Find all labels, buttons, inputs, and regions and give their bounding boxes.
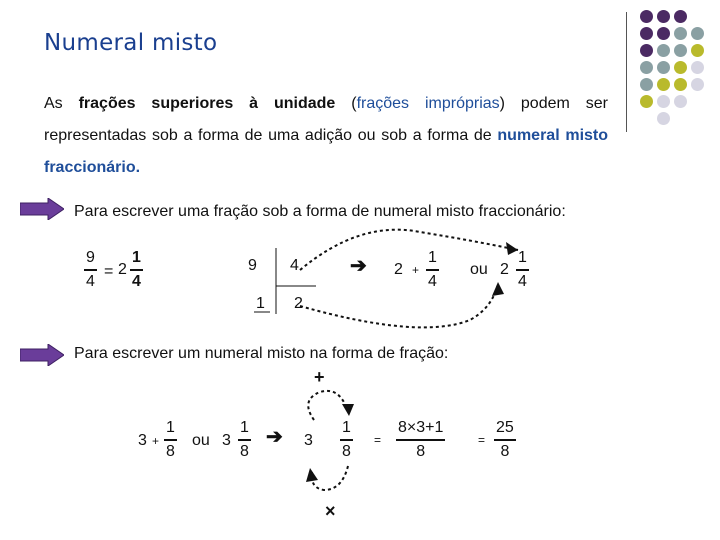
mixed-fraction-2: 1 8 [240, 419, 249, 460]
lhs-plus: + [152, 434, 160, 448]
sum-fraction: 1 4 [428, 249, 437, 290]
rhs-whole: 3 [304, 432, 313, 449]
fraction-9-4: 9 4 [86, 249, 95, 290]
plus-label: + [314, 367, 325, 387]
rhs-fraction: 1 8 [342, 419, 351, 460]
mixed-whole: 2 [500, 261, 509, 278]
right-arrow-icon: ➔ [266, 426, 283, 448]
lhs-whole: 3 [138, 432, 147, 449]
right-arrow-icon: ➔ [350, 255, 367, 277]
result-fraction: 25 8 [496, 419, 514, 460]
bullet-text-1: Para escrever uma fração sob a forma de numeral misto fraccionário: [74, 203, 566, 220]
equals-sign-1: = [374, 433, 382, 447]
page-title: Numeral misto [44, 30, 218, 56]
whole-number: 2 [118, 261, 127, 278]
fraction-1-4: 1 4 [132, 249, 141, 290]
intro-paragraph: As frações superiores à unidade (frações impróprias) podem ser representadas sob a forma de uma adição ou sob a forma de numeral misto fraccionário. [44, 95, 609, 176]
plus-sign: + [412, 263, 420, 277]
bullet-text-2: Para escrever um numeral misto na forma de fração: [74, 345, 449, 362]
lhs-fraction: 1 8 [166, 419, 175, 460]
sum-whole: 2 [394, 261, 403, 278]
mixed-whole-2: 3 [222, 432, 231, 449]
calc-fraction: 8×3+1 8 [398, 419, 444, 460]
times-label: × [325, 501, 336, 521]
equals-sign-2: = [478, 433, 486, 447]
equals-sign: = [104, 263, 114, 280]
ou-label: ou [470, 261, 488, 278]
mixed-fraction: 1 4 [518, 249, 527, 290]
ou-label-2: ou [192, 432, 210, 449]
